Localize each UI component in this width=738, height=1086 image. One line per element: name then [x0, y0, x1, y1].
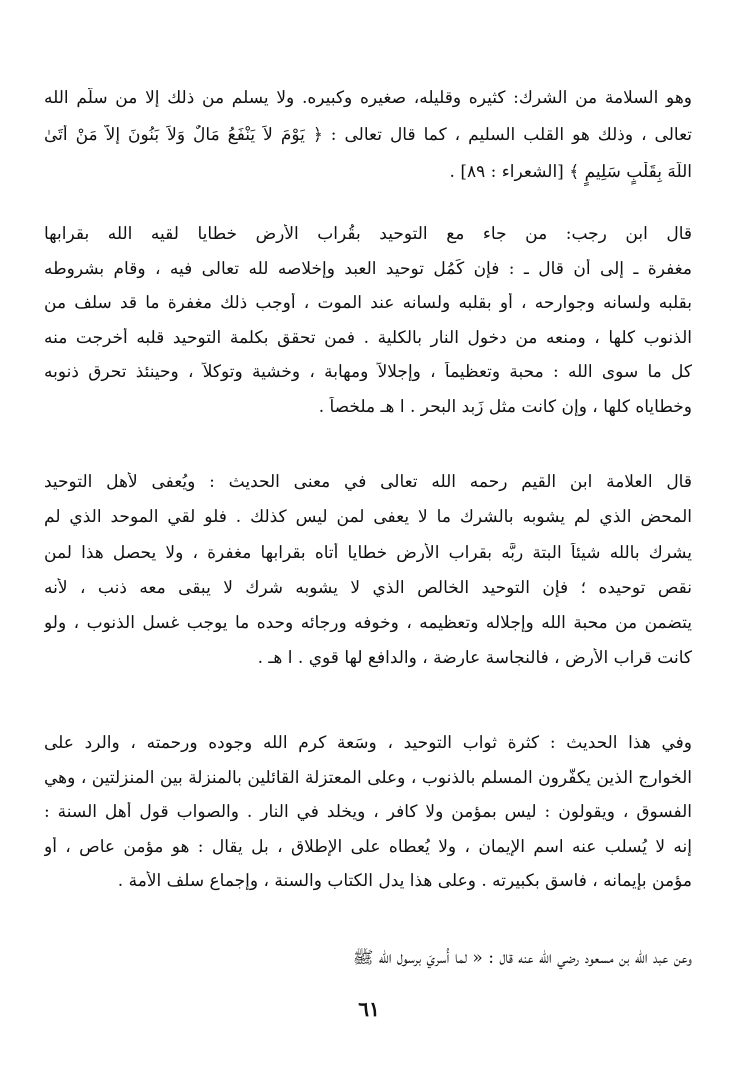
text-line: بقلبه ولسانه وجوارحه ، أو بقلبه ولسانه عند الموت ، أوجب ذلك مغفرة ما قد سلف من	[44, 293, 692, 313]
text-line: مؤمن بإيمانه ، فاسق بكبيرته . وعلى هذا يدل الكتاب والسنة ، وإجماع سلف الأمة .	[117, 871, 692, 891]
paragraph-ibn-al-qayyim	[44, 472, 692, 684]
text-line: نقص توحيده ؛ فإن التوحيد الخالص الذي لا يشوبه شرك لا يبقى معه ذنب ، لأنه	[44, 577, 692, 598]
text-line: وفي هذا الحديث : كثرة ثواب التوحيد ، وسَعة كرم الله وجوده ورحمته ، والرد على	[44, 733, 692, 753]
paragraph-hadith-benefits	[44, 733, 692, 906]
paragraph-tawhid-safety	[44, 88, 692, 199]
text-line: الفسوق ، ويقولون : ليس بمؤمن ولا كافر ، ويخلد في النار . والصواب قول أهل السنة :	[44, 802, 692, 822]
text-line: قال العلامة ابن القيم رحمه الله تعالى في معنى الحديث : ويُعفى لأهل التوحيد	[44, 472, 692, 492]
text-line: اللّهَ بِقَلْبٍ سَلِيمٍ ﴾ [الشعراء : ٨٩] .	[449, 162, 692, 182]
text-line: تعالى ، وذلك هو القلب السليم ، كما قال تعالى : ﴿ يَوْمَ لاَ يَنْفَعُ مَالٌ وَلاَ بَنُونَ إلاَّ مَنْ أَتَىٰ	[44, 125, 692, 145]
paragraph-ibn-rajab	[44, 224, 692, 431]
text-line: كل ما سوى الله : محبة وتعظيماً ، وإجلالاً ومهابة ، وخشية وتوكلاً ، وحينئذ تحرق ذنوبه	[44, 362, 692, 382]
text-line: إنه لا يُسلب عنه اسم الإيمان ، ولا يُعطاه على الإطلاق ، بل يقال : هو مؤمن عاص ، أو	[44, 836, 692, 857]
text-line: يتضمن من محبة الله وإجلاله وتعظيمه ، وخوفه ورجائه وحده ما يوجب غسل الذنوب ، ولو	[44, 613, 692, 634]
text-line: المحض الذي لم يشوبه بالشرك ما لا يعفى لمن ليس كذلك . فلو لقي الموحد الذي لم	[44, 507, 692, 528]
text-line: وهو السلامة من الشرك: كثيره وقليله، صغيره وكبيره. ولا يسلم من ذلك إلا من سلّم الله	[44, 88, 692, 108]
text-line: وخطاياه كلها ، وإن كانت مثل زَبد البحر . ا هـ ملخصاً .	[318, 396, 692, 417]
text-line: الذنوب كلها ، ومنعه من دخول النار بالكلية . فمن تحقق بكلمة التوحيد قلبه أخرجت منه	[44, 327, 692, 348]
text-line: الخوارج الذين يكفّرون المسلم بالذنوب ، وعلى المعتزلة القائلين بالمنزلة بين المنزلتين ، وهي	[44, 767, 692, 788]
text-line: يشرك بالله شيئاً البتة ربَّه بقراب الأرض خطايا أتاه بقرابها مغفرة ، ولا يحصل هذا لمن	[44, 542, 692, 563]
text-line: كانت قراب الأرض ، فالنجاسة عارضة ، والدافع لها قوي . ا هـ .	[257, 648, 692, 669]
text-line: قال ابن رجب: من جاء مع التوحيد بقُراب الأرض خطايا لقيه الله بقرابها	[44, 224, 692, 244]
text-line: وعن عبد الله بن مسعود رضي الله عنه قال : « لما أُسريَ برسول الله ﷺ	[352, 948, 692, 968]
page-number: ٦١	[358, 997, 380, 1021]
text-line: مغفرة ـ إلى أن قال ـ : فإن كَمُل توحيد العبد وإخلاصه لله تعالى فيه ، وقام بشروطه	[44, 258, 692, 279]
paragraph-ibn-masud	[44, 948, 692, 978]
